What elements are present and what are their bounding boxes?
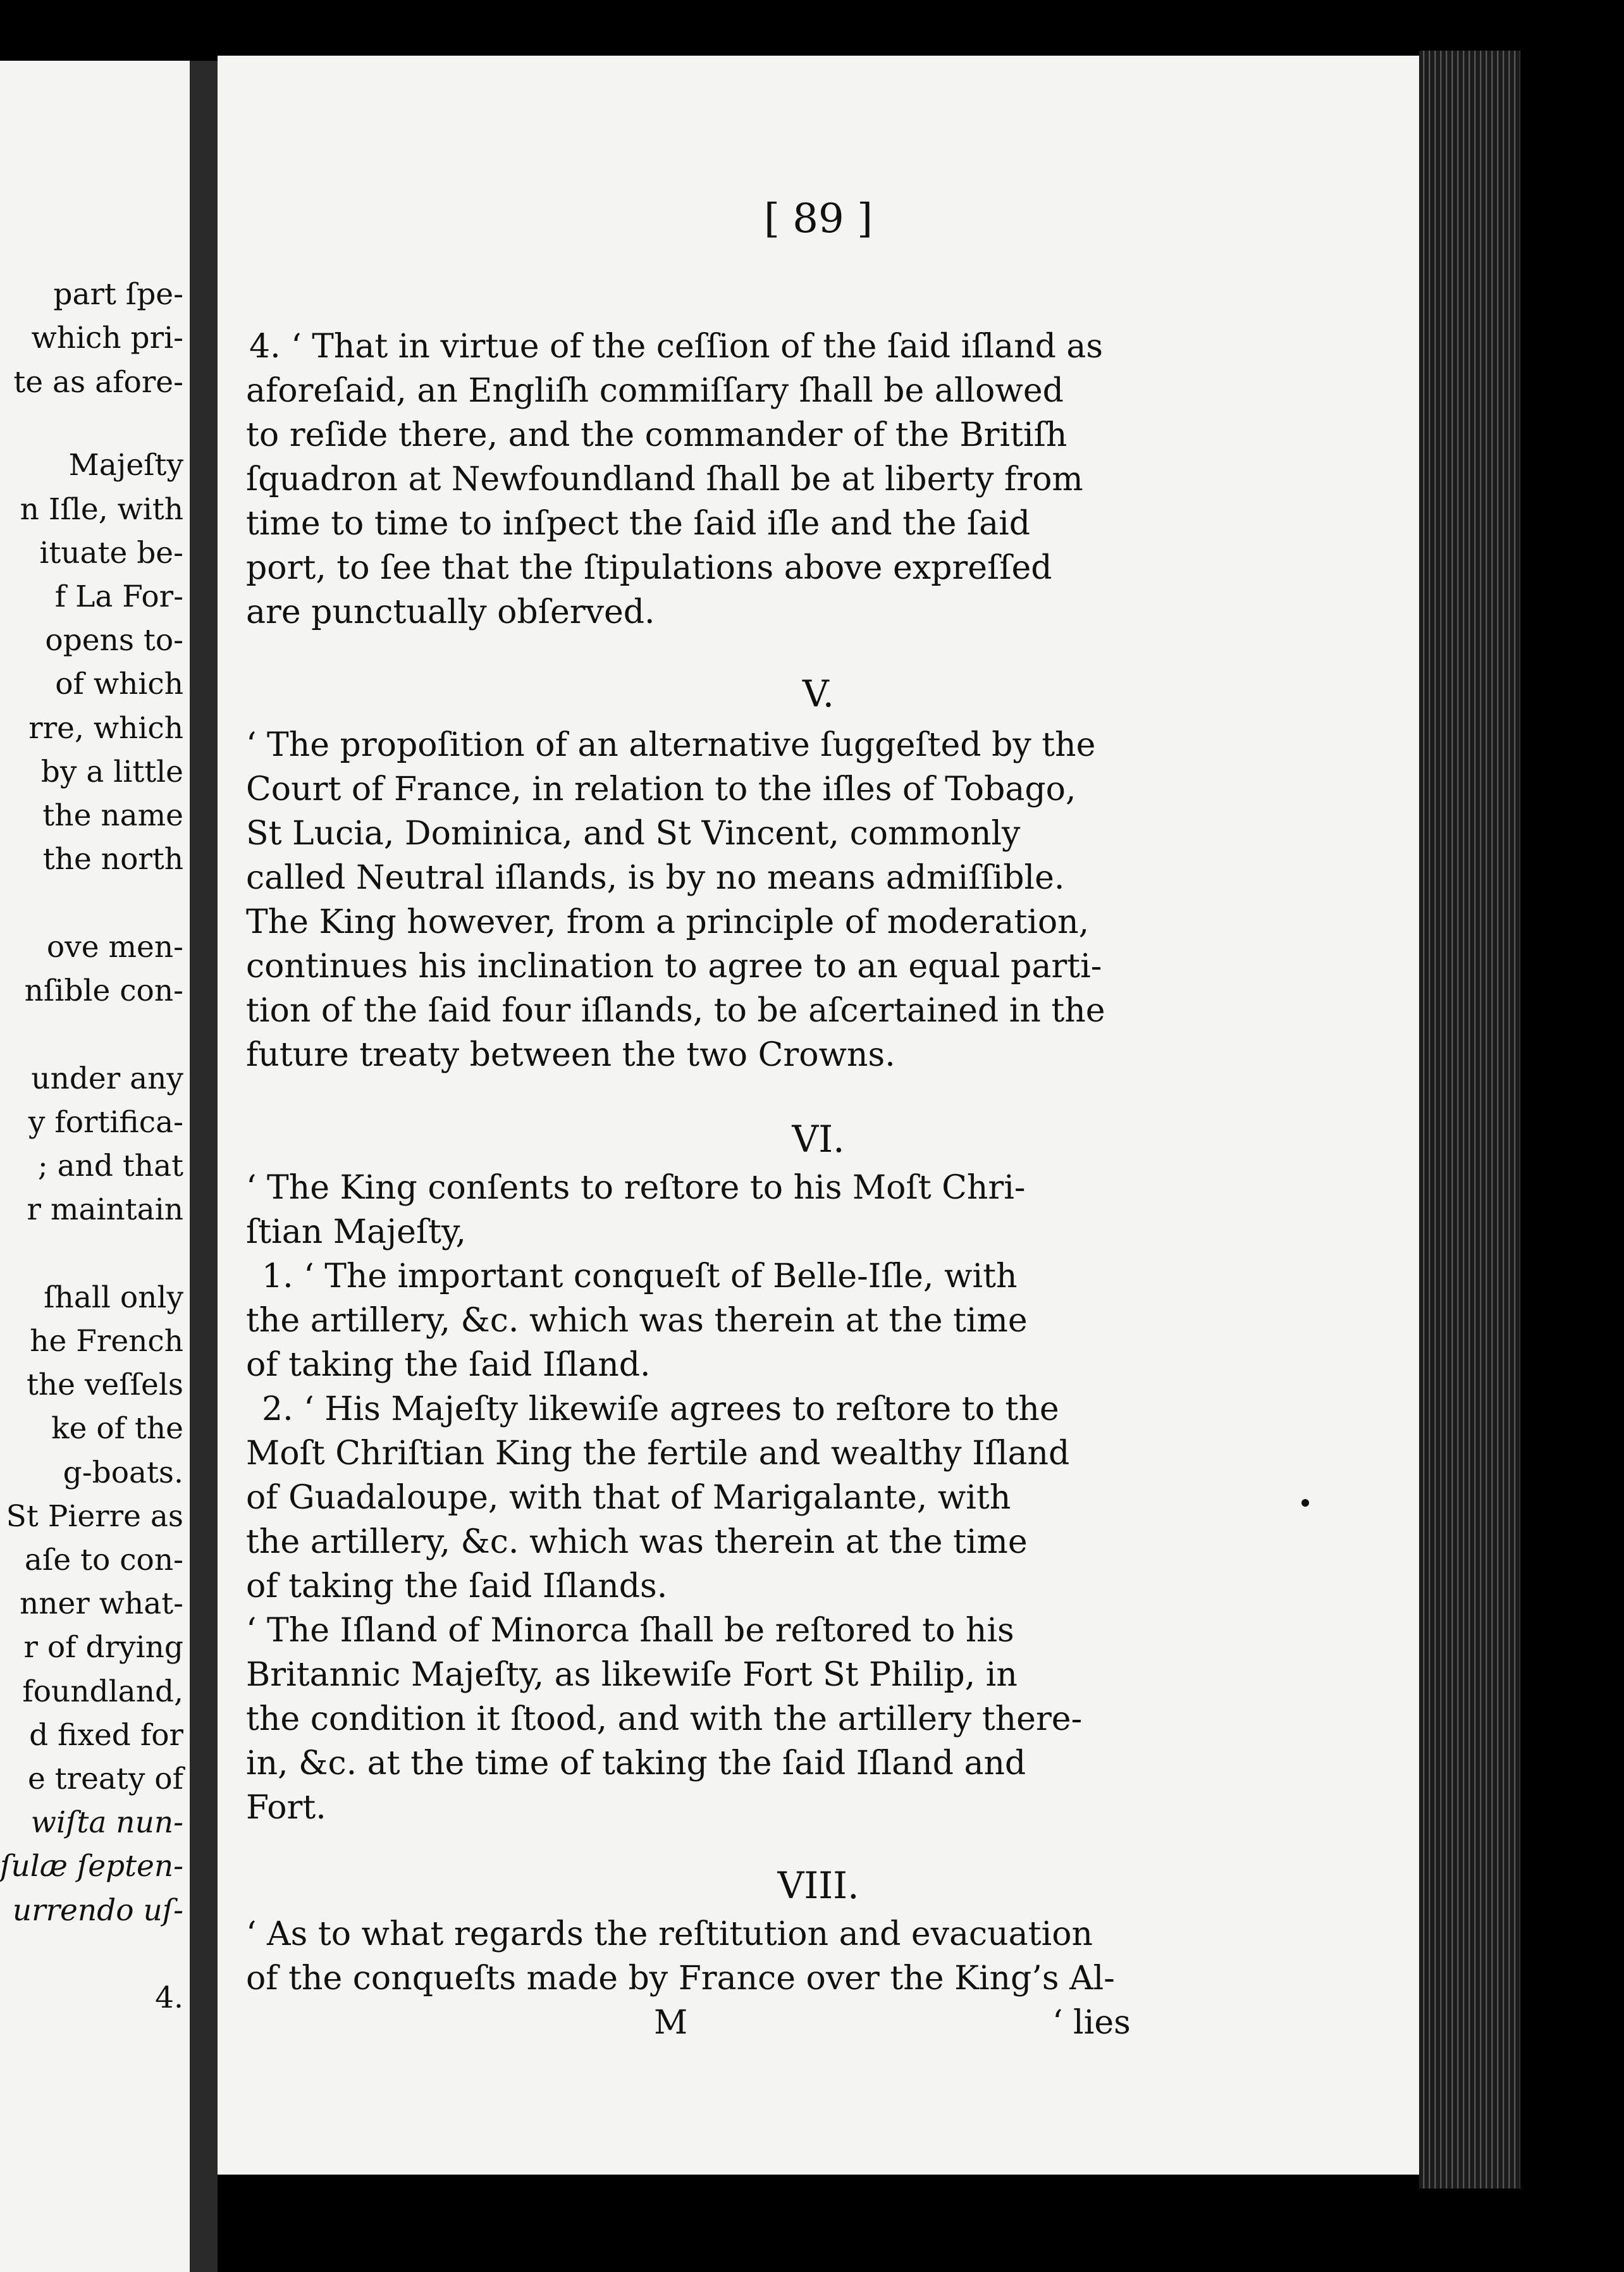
- left-fragment: r maintain: [27, 1192, 183, 1227]
- left-fragment: Majeſty: [68, 448, 183, 483]
- article-6-line: 1. ‘ The important conqueſt of Belle-Iſle, with: [262, 1257, 1018, 1295]
- left-fragment: the north: [42, 842, 183, 877]
- left-fragment: ſulæ ſepten-: [0, 1849, 183, 1884]
- article-8-line: of the conqueſts made by France over the King’s Al-: [246, 1960, 1115, 1997]
- article-6-line: 2. ‘ His Majeſty likewiſe agrees to reſtore to the: [262, 1390, 1059, 1428]
- left-fragment: part ſpe-: [53, 277, 183, 312]
- page-edges: [1419, 51, 1520, 2189]
- article-5-line: ‘ The propoſition of an alternative ſuggeſted by the: [246, 726, 1096, 764]
- article-4-line: to reſide there, and the commander of the Britiſh: [246, 416, 1067, 454]
- right-page: [218, 56, 1419, 2175]
- article-6-line: the artillery, &c. which was therein at the time: [246, 1523, 1028, 1561]
- left-fragment: ituate be-: [39, 536, 183, 571]
- left-fragment: by a little: [40, 755, 183, 789]
- left-fragment: the veſſels: [26, 1368, 183, 1402]
- left-fragment: aſe to con-: [24, 1543, 183, 1577]
- left-fragment: y fortifica-: [28, 1105, 183, 1140]
- left-fragment: te as afore-: [13, 365, 183, 400]
- article-6-line: of taking the ſaid Iſland.: [246, 1346, 651, 1384]
- left-fragment: r of drying: [23, 1630, 183, 1665]
- article-6-line: the condition it ſtood, and with the artillery there-: [246, 1700, 1083, 1738]
- article-5-line: tion of the ſaid four iſlands, to be aſcertained in the: [246, 992, 1105, 1030]
- page-number: [ 89 ]: [763, 195, 873, 242]
- ink-speck: [1301, 1499, 1309, 1507]
- article-6-line: Britannic Majeſty, as likewiſe Fort St Philip, in: [246, 1656, 1018, 1694]
- book-gutter: [190, 61, 218, 2272]
- article-4-line: time to time to inſpect the ſaid iſle and the ſaid: [246, 505, 1031, 543]
- article-5-line: continues his inclination to agree to an equal parti-: [246, 948, 1102, 985]
- left-fragment: ; and that: [37, 1149, 183, 1183]
- left-fragment: ke of the: [51, 1411, 183, 1446]
- left-fragment: St Pierre as: [6, 1499, 183, 1534]
- left-fragment: of which: [55, 667, 183, 701]
- left-fragment: e treaty of: [27, 1762, 183, 1796]
- left-fragment: 4.: [155, 1980, 183, 2015]
- left-fragment: nner what-: [19, 1586, 183, 1621]
- left-fragment: d fixed for: [29, 1718, 183, 1753]
- signature-mark: M: [654, 2004, 688, 2042]
- left-fragment: rre, which: [28, 711, 183, 746]
- left-page: [0, 61, 190, 2272]
- heading-v: V.: [802, 672, 835, 715]
- left-fragment: opens to-: [45, 623, 183, 658]
- article-5-line: The King however, from a principle of moderation,: [246, 903, 1090, 941]
- left-fragment: under any: [31, 1061, 183, 1096]
- left-fragment: he French: [30, 1324, 183, 1359]
- article-6-line: Fort.: [246, 1789, 326, 1827]
- article-5-line: St Lucia, Dominica, and St Vincent, commonly: [246, 815, 1021, 853]
- article-6-line: ſtian Majeſty,: [246, 1213, 467, 1251]
- left-fragment: g-boats.: [63, 1455, 183, 1490]
- left-fragment: foundland,: [22, 1674, 183, 1709]
- article-6-line: of taking the ſaid Iſlands.: [246, 1567, 668, 1605]
- article-4-line: are punctually obſerved.: [246, 593, 655, 631]
- article-4-line: aforeſaid, an Engliſh commiſſary ſhall be allowed: [246, 372, 1064, 410]
- left-fragment: urrendo uſ-: [12, 1893, 183, 1928]
- article-4-line: port, to ſee that the ſtipulations above expreſſed: [246, 549, 1052, 587]
- left-fragment: which pri-: [31, 321, 183, 355]
- article-5-line: Court of France, in relation to the iſles of Tobago,: [246, 770, 1076, 808]
- left-fragment: ove men-: [46, 930, 183, 965]
- article-6-line: Moſt Chriſtian King the fertile and wealthy Iſland: [246, 1435, 1070, 1472]
- left-fragment: wiſta nun-: [30, 1805, 183, 1840]
- article-4-line: 4. ‘ That in virtue of the ceſſion of the ſaid iſland as: [249, 328, 1104, 366]
- article-6-line: in, &c. at the time of taking the ſaid Iſland and: [246, 1744, 1026, 1782]
- heading-viii: VIII.: [777, 1864, 859, 1907]
- article-6-line: of Guadaloupe, with that of Marigalante, with: [246, 1479, 1011, 1517]
- left-fragment: f La For-: [54, 579, 183, 614]
- left-fragment: n Iſle, with: [20, 492, 183, 527]
- catchword: ‘ lies: [1052, 2004, 1131, 2042]
- article-6-line: ‘ The King conſents to reſtore to his Moſt Chri-: [246, 1169, 1026, 1207]
- article-8-line: ‘ As to what regards the reſtitution and evacuation: [246, 1915, 1093, 1953]
- left-fragment: nſible con-: [24, 973, 183, 1008]
- heading-vi: VI.: [792, 1118, 845, 1161]
- left-fragment: ſhall only: [44, 1280, 183, 1315]
- left-fragment: the name: [42, 798, 183, 833]
- article-6-line: ‘ The Iſland of Minorca ſhall be reſtored to his: [246, 1612, 1014, 1650]
- article-4-line: ſquadron at Newfoundland ſhall be at liberty from: [246, 460, 1083, 498]
- article-5-line: future treaty between the two Crowns.: [246, 1036, 895, 1074]
- article-5-line: called Neutral iſlands, is by no means admiſſible.: [246, 859, 1065, 897]
- article-6-line: the artillery, &c. which was therein at the time: [246, 1302, 1028, 1340]
